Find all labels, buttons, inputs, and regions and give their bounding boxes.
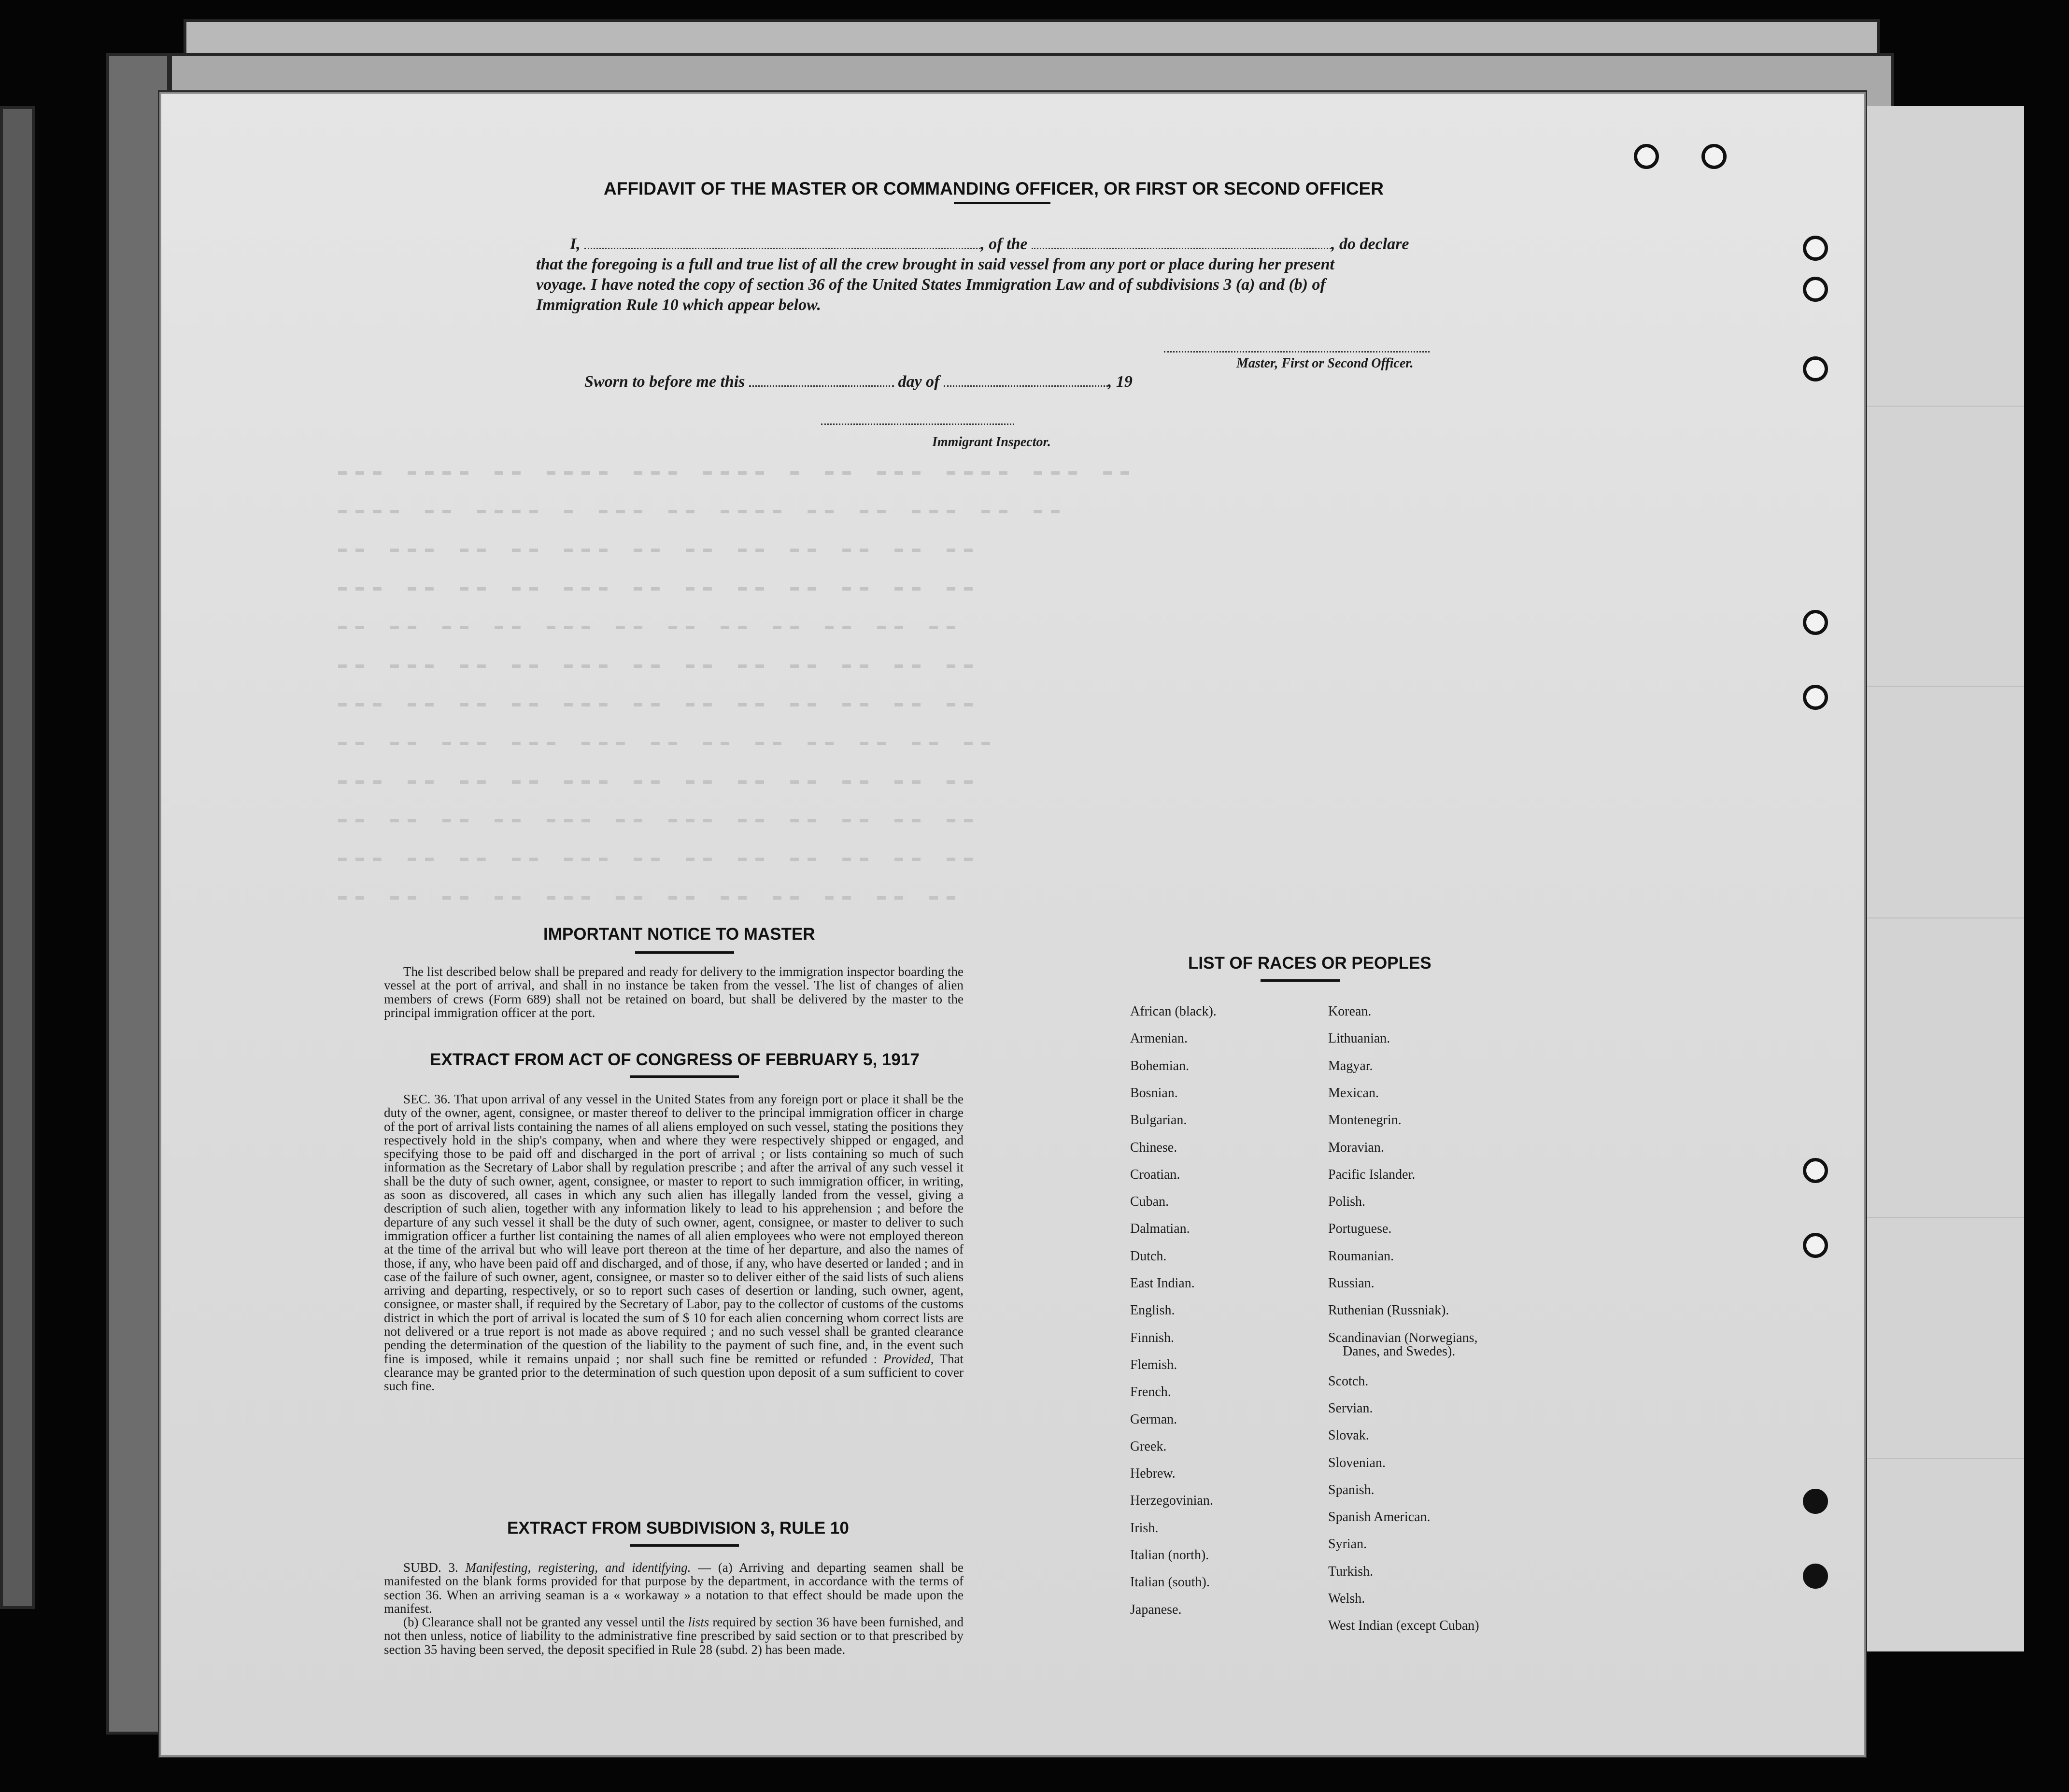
rule-extract-title-underline — [630, 1544, 739, 1547]
binding-hole-icon — [1634, 144, 1659, 169]
race-item: Italian (north). — [1130, 1548, 1209, 1563]
affidavit-title: AFFIDAVIT OF THE MASTER OR COMMANDING OFFICER, OR FIRST OR SECOND OFFICER — [604, 179, 1384, 198]
race-item: Greek. — [1130, 1439, 1167, 1454]
binding-hole-icon — [1803, 1233, 1828, 1258]
proviso-word: Provided, — [883, 1351, 934, 1366]
race-item: Magyar. — [1328, 1058, 1373, 1073]
race-item: Cuban. — [1130, 1194, 1169, 1210]
race-item: Herzegovinian. — [1130, 1493, 1213, 1509]
race-item: Scandinavian (Norwegians, — [1328, 1330, 1478, 1345]
race-item: French. — [1130, 1384, 1171, 1400]
race-item: Finnish. — [1130, 1330, 1175, 1345]
declare-of-the: , of the — [980, 235, 1028, 253]
binding-hole-icon — [1803, 236, 1828, 261]
subd-para-a: — (a) Arriving and departing seamen shall be manifested on the blank forms provided for that purpose by the department, in accordance with the terms of section 36. When an arriving seaman is a « workaway » a notation to that effect should be made upon the manifest. — [384, 1560, 964, 1616]
sworn-day-of: day of — [898, 373, 940, 391]
race-item: Italian (south). — [1130, 1575, 1210, 1590]
binding-hole-icon — [1803, 277, 1828, 302]
sworn-prefix: Sworn to before me this — [584, 373, 745, 391]
race-item: Korean. — [1328, 1004, 1372, 1019]
race-item: Spanish American. — [1328, 1510, 1431, 1525]
race-item: Polish. — [1328, 1194, 1366, 1210]
notice-body — [384, 965, 964, 1019]
sworn-line — [584, 372, 1133, 392]
act-extract-title-underline — [630, 1075, 739, 1078]
race-item: Bohemian. — [1130, 1058, 1190, 1073]
race-item: Syrian. — [1328, 1537, 1367, 1552]
affidavit-declaration — [536, 234, 1468, 315]
race-item: Slovak. — [1328, 1428, 1369, 1443]
races-title: LIST OF RACES OR PEOPLES — [1188, 954, 1431, 973]
inspector-label: Immigrant Inspector. — [932, 435, 1051, 450]
race-item: Scotch. — [1328, 1373, 1369, 1389]
race-item: Flemish. — [1130, 1357, 1177, 1372]
race-item: Russian. — [1328, 1276, 1375, 1291]
race-item: Pacific Islander. — [1328, 1167, 1416, 1182]
race-item: Roumanian. — [1328, 1248, 1394, 1264]
subd-para-b-rest: required by section 36 have been furnished, and not then unless, notice of liability to the administrative fine prescribed by said section or to that prescribed by section 35 having been served, the deposit specified in Rule 28 (subd. 2) has been made. — [384, 1615, 964, 1657]
act-extract-title: EXTRACT FROM ACT OF CONGRESS OF FEBRUARY 5, 1917 — [430, 1050, 920, 1069]
race-item: Mexican. — [1328, 1085, 1379, 1101]
section-36-text: That upon arrival of any vessel in the United States from any foreign port or place it shall be the duty of the owner, agent, consignee, or master thereof to deliver to the principal immigration officer in charge of the port of arrival lists containing the names of all aliens employed on such vessel, stating the positions they respectively hold in the ship's company, when and where they were respectively shipped or engaged, and specifying those to be paid off and discharged in the port of arrival ; or lists containing so much of such information as the Secretary of Labor shall by regulation prescribe ; and after the arrival of any such vessel it shall be the duty of such owner, agent, consignee, or master to report to such immigration officer, in writing, as soon as discovered, all cases in which any such alien has illegally landed from the vessel, giving a description of such alien, together with any information likely to lead to his apprehension ; and before the departure of any such vessel it shall be the duty of such owner, agent, consignee, or master to deliver to such immigration officer a further list containing the names of all alien employees who were not employed thereon at the time of the arrival but who will leave port thereon at the time of her departure, and also the names of those, if any, who have been paid off and discharged, and of those, if any, who have deserted or landed ; and in case of the failure of such owner, agent, consignee, or master so to deliver either of the said lists of such aliens arriving and departing, respectively, or so to report such cases of desertion or landing, such owner, agent, consignee, or master shall, if required by the Secretary of Labor, pay to the collector of customs of the customs district in which the port of arrival is located the sum of $ 10 for each alien concerning whom correct lists are not delivered or a true report is not made as above required ; and no such vessel shall be granted clearance pending the determination of the question of the liability to the payment of such fine, and, in the event such fine is imposed, while it remains unpaid ; nor shall such fine be remitted or refunded : — [384, 1092, 964, 1366]
race-item: Bulgarian. — [1130, 1113, 1187, 1128]
binding-hole-icon — [1803, 356, 1828, 381]
declare-do-declare: , do declare — [1331, 235, 1409, 253]
race-item: Portuguese. — [1328, 1221, 1392, 1237]
race-item: Bosnian. — [1130, 1085, 1178, 1101]
race-item: African (black). — [1130, 1004, 1217, 1019]
race-item: Hebrew. — [1130, 1466, 1176, 1482]
race-item: East Indian. — [1130, 1276, 1195, 1291]
race-item: Dalmatian. — [1130, 1221, 1190, 1237]
declaration-line-2: that the foregoing is a full and true list of all the crew brought in said vessel from any port or place during her present — [536, 255, 1334, 273]
inspector-signature-line[interactable] — [821, 423, 1014, 425]
race-item: Dutch. — [1130, 1248, 1167, 1264]
notice-title-underline — [635, 951, 734, 954]
binding-hole-icon — [1803, 1564, 1828, 1589]
race-item: Montenegrin. — [1328, 1113, 1402, 1128]
notice-paragraph: The list described below shall be prepared and ready for delivery to the immigration inspector boarding the vessel at the port of arrival, and shall in no instance be taken from the vessel. The list of changes of alien members of crews (Form 689) shall not be retained on board, but shall be delivered by the master to the principal immigration officer at the port. — [384, 964, 964, 1020]
race-item: Spanish. — [1328, 1482, 1375, 1497]
race-item: Slovenian. — [1328, 1455, 1386, 1470]
race-item: Japanese. — [1130, 1602, 1182, 1617]
subd-para-b-prefix: (b) Clearance shall not be granted any vessel until the — [403, 1615, 685, 1630]
binding-hole-icon — [1803, 1158, 1828, 1183]
affidavit-page — [159, 92, 1866, 1757]
binding-hole-icon — [1803, 685, 1828, 710]
subd-heading: Manifesting, registering, and identifying. — [465, 1560, 691, 1575]
race-item: Danes, and Swedes). — [1343, 1343, 1456, 1359]
sworn-day-field[interactable] — [749, 385, 894, 387]
race-item: Irish. — [1130, 1520, 1159, 1536]
subd-label: SUBD. 3. — [403, 1560, 458, 1575]
rule-extract-title: EXTRACT FROM SUBDIVISION 3, RULE 10 — [507, 1519, 849, 1538]
race-item: Croatian. — [1130, 1167, 1180, 1182]
underlying-manifest-page — [1862, 106, 2024, 1651]
races-title-underline — [1261, 979, 1340, 982]
act-extract-body — [384, 1092, 964, 1393]
subd-para-b-lists: lists — [688, 1615, 709, 1630]
binding-hole-icon — [1803, 610, 1828, 635]
binding-hole-icon — [1701, 144, 1727, 169]
race-item: Welsh. — [1328, 1591, 1365, 1606]
declare-i: I, — [570, 235, 581, 253]
race-item: Ruthenian (Russniak). — [1328, 1303, 1449, 1318]
background-sheet-far-left — [0, 106, 35, 1609]
notice-title: IMPORTANT NOTICE TO MASTER — [543, 925, 815, 944]
race-item: West Indian (except Cuban) — [1328, 1618, 1479, 1634]
race-item: German. — [1130, 1411, 1177, 1427]
race-item: Moravian. — [1328, 1140, 1384, 1155]
master-signature-label: Master, First or Second Officer. — [1236, 356, 1414, 371]
section-label: SEC. 36. — [403, 1092, 451, 1106]
race-item: Lithuanian. — [1328, 1031, 1390, 1046]
sworn-month-field[interactable] — [944, 385, 1108, 387]
declaration-line-3: voyage. I have noted the copy of section 36 of the United States Immigration Law and of subdivisions 3 (a) and (b) of — [536, 276, 1326, 294]
race-item: Armenian. — [1130, 1031, 1188, 1046]
vessel-name-field[interactable] — [1032, 248, 1331, 249]
race-item: Servian. — [1328, 1400, 1373, 1416]
master-signature-line[interactable] — [1164, 351, 1430, 353]
declaration-line-4: Immigration Rule 10 which appear below. — [536, 296, 822, 314]
rule-extract-body — [384, 1561, 964, 1656]
binding-hole-icon — [1803, 1489, 1828, 1514]
race-item: English. — [1130, 1303, 1175, 1318]
affidavit-title-underline — [954, 202, 1050, 204]
race-item: Chinese. — [1130, 1140, 1177, 1155]
race-item: Turkish. — [1328, 1564, 1374, 1579]
declarant-name-field[interactable] — [584, 248, 980, 249]
sworn-year: , 19 — [1107, 373, 1133, 391]
proviso-text: That clearance may be granted prior to the determination of such question upon deposit of a sum sufficient to cover such fine. — [384, 1351, 964, 1394]
